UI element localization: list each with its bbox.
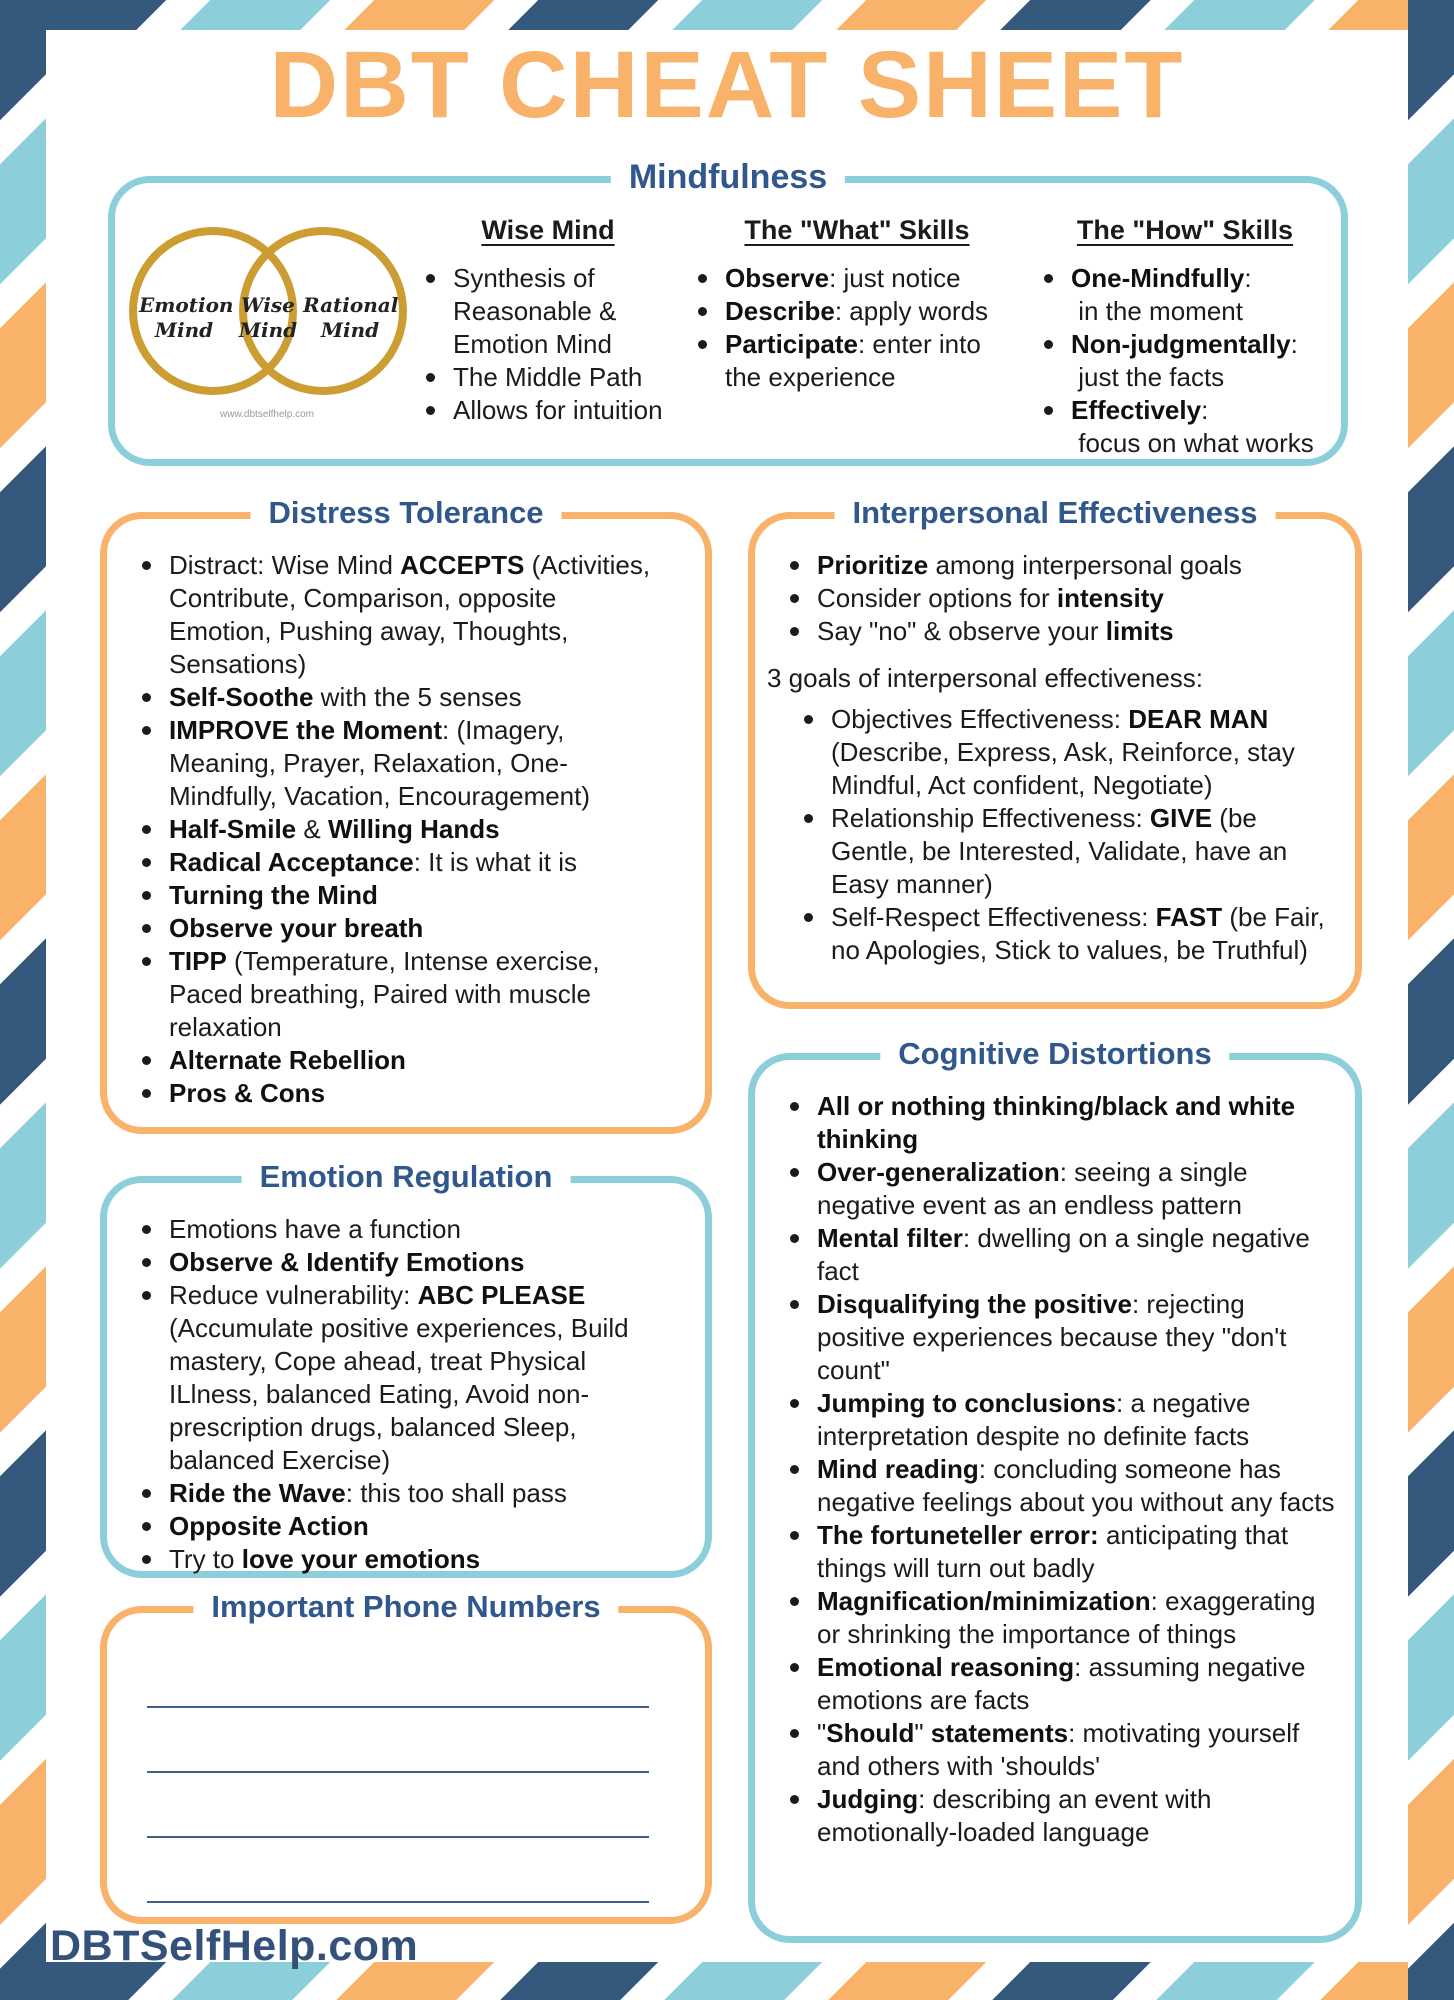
emotion-regulation-title: Emotion Regulation xyxy=(242,1157,571,1197)
list-item: Participate: enter into the experience xyxy=(689,328,1025,394)
list-item: Synthesis of Reasonable & Emotion Mind xyxy=(417,262,679,361)
list-item: Effectively: focus on what works xyxy=(1035,394,1335,460)
list-item: Mental filter: dwelling on a single negative fact xyxy=(781,1222,1339,1288)
phone-line xyxy=(147,1708,649,1773)
list-item: Mind reading: concluding someone has negative feelings about you without any facts xyxy=(781,1453,1339,1519)
page-title: DBT CHEAT SHEET xyxy=(269,32,1185,138)
mindfulness-content xyxy=(115,183,1341,460)
list-item: Observe your breath xyxy=(133,912,661,945)
list-item: Observe & Identify Emotions xyxy=(133,1246,661,1279)
list-item: Emotions have a function xyxy=(133,1213,661,1246)
list-item: Relationship Effectiveness: GIVE (be Gentle, be Interested, Validate, have an Easy manner) xyxy=(795,802,1339,901)
list-item: Opposite Action xyxy=(133,1510,661,1543)
interpersonal-list xyxy=(781,549,1339,648)
what-skills-header: The "What" Skills xyxy=(744,215,970,245)
what-skills-column xyxy=(689,211,1025,460)
mindfulness-title: Mindfulness xyxy=(611,157,845,197)
cognitive-distortions-list xyxy=(781,1090,1339,1849)
list-item: All or nothing thinking/black and white thinking xyxy=(781,1090,1339,1156)
phone-number-lines xyxy=(107,1613,705,1903)
wise-mind-venn-diagram xyxy=(127,211,407,449)
wise-mind-list xyxy=(417,262,679,427)
list-item: Allows for intuition xyxy=(417,394,679,427)
list-item: IMPROVE the Moment: (Imagery, Meaning, Prayer, Relaxation, One-Mindfully, Vacation, Encouragement) xyxy=(133,714,661,813)
emotion-regulation-content xyxy=(107,1183,705,1576)
phone-numbers-title: Important Phone Numbers xyxy=(193,1587,618,1627)
interpersonal-effectiveness-title: Interpersonal Effectiveness xyxy=(835,493,1276,533)
list-item: Say "no" & observe your limits xyxy=(781,615,1339,648)
list-item: Self-Soothe with the 5 senses xyxy=(133,681,661,714)
list-item: TIPP (Temperature, Intense exercise, Paced breathing, Paired with muscle relaxation xyxy=(133,945,661,1044)
striped-border-left xyxy=(0,0,46,2000)
list-item: Distract: Wise Mind ACCEPTS (Activities, Contribute, Comparison, opposite Emotion, Pushing away, Thoughts, Sensations) xyxy=(133,549,661,681)
phone-line xyxy=(147,1838,649,1903)
striped-border-top xyxy=(46,0,1408,30)
cognitive-distortions-title: Cognitive Distortions xyxy=(880,1034,1229,1074)
distress-tolerance-list xyxy=(133,549,661,1110)
interpersonal-effectiveness-content xyxy=(755,519,1355,967)
list-item: Turning the Mind xyxy=(133,879,661,912)
wise-mind-header: Wise Mind xyxy=(481,215,615,245)
list-item: The fortuneteller error: anticipating that things will turn out badly xyxy=(781,1519,1339,1585)
list-item: Judging: describing an event with emotionally-loaded language xyxy=(781,1783,1339,1849)
distress-tolerance-title: Distress Tolerance xyxy=(250,493,561,533)
phone-numbers-section xyxy=(100,1589,712,1924)
list-item: Objectives Effectiveness: DEAR MAN (Describe, Express, Ask, Reinforce, stay Mindful, Act confident, Negotiate) xyxy=(795,703,1339,802)
interpersonal-goals-subheading: 3 goals of interpersonal effectiveness: xyxy=(767,663,1204,693)
list-item: Describe: apply words xyxy=(689,295,1025,328)
wise-mind-column xyxy=(417,211,679,460)
list-item: Self-Respect Effectiveness: FAST (be Fair, no Apologies, Stick to values, be Truthful) xyxy=(795,901,1339,967)
cognitive-distortions-content xyxy=(755,1060,1355,1849)
list-item: Radical Acceptance: It is what it is xyxy=(133,846,661,879)
how-skills-list xyxy=(1035,262,1335,460)
venn-label-wise-mind: Wise Mind xyxy=(238,293,298,342)
list-item: Consider options for intensity xyxy=(781,582,1339,615)
list-item: Reduce vulnerability: ABC PLEASE (Accumulate positive experiences, Build mastery, Cope ahead, treat Physical ILlness, balanced Eating, Avoid non-prescription drugs, balanced Sleep, balanced Exercise) xyxy=(133,1279,661,1477)
site-name: DBTSelfHelp.com xyxy=(50,1922,419,1970)
list-item: One-Mindfully: in the moment xyxy=(1035,262,1335,328)
how-skills-column xyxy=(1035,211,1335,460)
striped-border-right xyxy=(1408,0,1454,2000)
list-item: Non-judgmentally: just the facts xyxy=(1035,328,1335,394)
distress-tolerance-section xyxy=(100,495,712,1134)
list-item: Half-Smile & Willing Hands xyxy=(133,813,661,846)
list-item: Ride the Wave: this too shall pass xyxy=(133,1477,661,1510)
list-item: Pros & Cons xyxy=(133,1077,661,1110)
list-item: The Middle Path xyxy=(417,361,679,394)
list-item: Disqualifying the positive: rejecting positive experiences because they "don't count" xyxy=(781,1288,1339,1387)
list-item: "Should" statements: motivating yourself and others with 'shoulds' xyxy=(781,1717,1339,1783)
list-item: Jumping to conclusions: a negative interpretation despite no definite facts xyxy=(781,1387,1339,1453)
how-skills-header: The "How" Skills xyxy=(1076,215,1294,245)
venn-watermark: www.dbtselfhelp.com xyxy=(220,409,314,420)
list-item: Magnification/minimization: exaggerating or shrinking the importance of things xyxy=(781,1585,1339,1651)
distress-tolerance-content xyxy=(107,519,705,1110)
mindfulness-section xyxy=(108,158,1348,466)
list-item: Emotional reasoning: assuming negative emotions are facts xyxy=(781,1651,1339,1717)
venn-label-rational-mind: Rational Mind xyxy=(303,293,399,342)
emotion-regulation-list xyxy=(133,1213,661,1576)
list-item: Observe: just notice xyxy=(689,262,1025,295)
list-item: Over-generalization: seeing a single negative event as an endless pattern xyxy=(781,1156,1339,1222)
venn-label-emotion-mind: Emotion Mind xyxy=(139,293,234,342)
emotion-regulation-section xyxy=(100,1159,712,1578)
list-item: Prioritize among interpersonal goals xyxy=(781,549,1339,582)
list-item: Alternate Rebellion xyxy=(133,1044,661,1077)
cognitive-distortions-section xyxy=(748,1036,1362,1943)
what-skills-list xyxy=(689,262,1025,394)
interpersonal-goals-list xyxy=(795,703,1339,967)
phone-line xyxy=(147,1643,649,1708)
interpersonal-effectiveness-section xyxy=(748,495,1362,1009)
list-item: Try to love your emotions xyxy=(133,1543,661,1576)
phone-line xyxy=(147,1773,649,1838)
